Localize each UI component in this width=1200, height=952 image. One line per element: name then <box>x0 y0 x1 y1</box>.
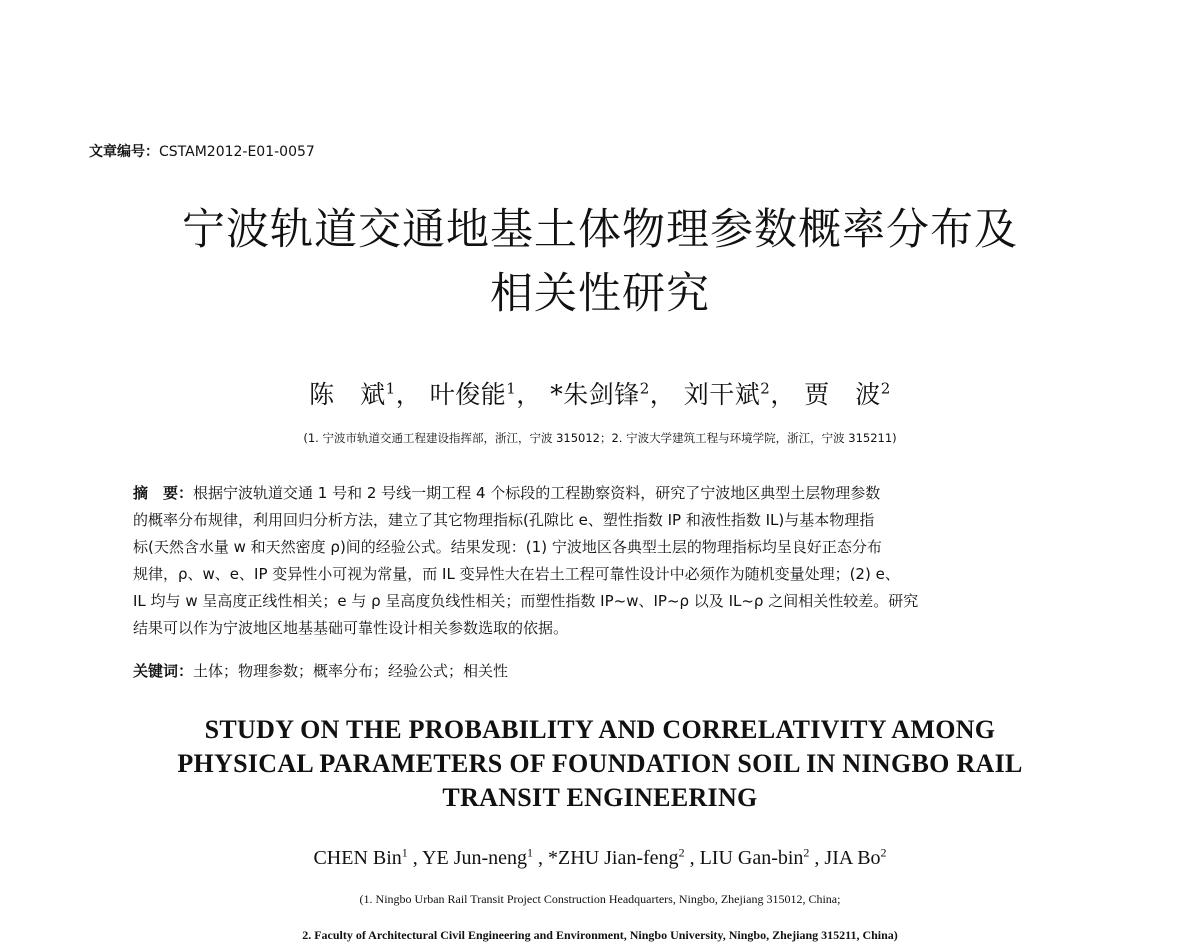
author-cn: 刘干斌$^2$， <box>683 379 796 409</box>
keywords-label: 关键词： <box>133 662 194 680</box>
affiliation-en-line-2: 2. Faculty of Architectural Civil Engineering and Environment, Ningbo University, Ningbo, Zhejiang 315211, China) <box>302 928 898 942</box>
abstract-line: 标(天然含水量 w 和天然密度 ρ)间的经验公式。结果发现：(1) 宁波地区各典型土层的物理指标均呈良好正态分布 <box>133 538 882 556</box>
author-cn: 贾 波$^2$ <box>804 379 891 409</box>
title-cn-line-1: 宁波轨道交通地基土体物理参数概率分布及 <box>182 205 1018 255</box>
article-number-value: CSTAM2012-E01-0057 <box>159 144 315 160</box>
author-cn: 陈 斌$^1$， <box>309 379 422 409</box>
author-cn: *朱剑锋$^2$， <box>550 379 676 409</box>
keywords-value: 土体；物理参数；概率分布；经验公式；相关性 <box>193 662 509 680</box>
affiliation-en-line-1: (1. Ningbo Urban Rail Transit Project Construction Headquarters, Ningbo, Zhejiang 315012, China; <box>359 892 841 906</box>
abstract-line: IL 均与 w 呈高度正线性相关；e 与 ρ 呈高度负线性相关；而塑性指数 IP~w、IP~ρ 以及 IL~ρ 之间相关性较差。研究 <box>133 592 919 610</box>
abstract-line: 根据宁波轨道交通 1 号和 2 号线一期工程 4 个标段的工程勘察资料，研究了宁波地区典型土层物理参数 <box>193 484 881 502</box>
title-en-line-3: TRANSIT ENGINEERING <box>442 783 758 812</box>
author-en: LIU Gan-bin$^2$ , <box>699 845 825 869</box>
author-en: CHEN Bin$^1$ , <box>313 845 423 869</box>
author-en: *ZHU Jian-feng$^2$ , <box>548 845 700 869</box>
author-cn: 叶俊能$^1$， <box>429 379 542 409</box>
abstract-line: 规律，ρ、w、e、IP 变异性小可视为常量，而 IL 变异性大在岩土工程可靠性设计中必须作为随机变量处理；(2) e、 <box>133 565 900 583</box>
title-en-line-2: PHYSICAL PARAMETERS OF FOUNDATION SOIL IN NINGBO RAIL <box>177 749 1023 778</box>
abstract-cn <box>133 480 1073 642</box>
authors-cn <box>0 375 1200 411</box>
title-en-line-1: STUDY ON THE PROBABILITY AND CORRELATIVITY AMONG <box>204 715 996 744</box>
title-cn-line-2: 相关性研究 <box>490 269 710 319</box>
affiliation-cn: (1. 宁波市轨道交通工程建设指挥部，浙江，宁波 315012；2. 宁波大学建筑工程与环境学院，浙江，宁波 315211) <box>303 431 897 445</box>
keywords-cn <box>133 660 508 681</box>
abstract-line: 结果可以作为宁波地区地基基础可靠性设计相关参数选取的依据。 <box>133 619 569 637</box>
article-number-label: 文章编号： <box>89 144 159 160</box>
author-en: JIA Bo$^2$ <box>824 845 887 869</box>
author-en: YE Jun-neng$^1$ , <box>422 845 549 869</box>
authors-en <box>0 847 1200 870</box>
article-number <box>89 141 315 161</box>
abstract-label: 摘 要： <box>133 484 194 502</box>
abstract-line: 的概率分布规律，利用回归分析方法，建立了其它物理指标(孔隙比 e、塑性指数 IP 和液性指数 IL)与基本物理指 <box>133 511 875 529</box>
